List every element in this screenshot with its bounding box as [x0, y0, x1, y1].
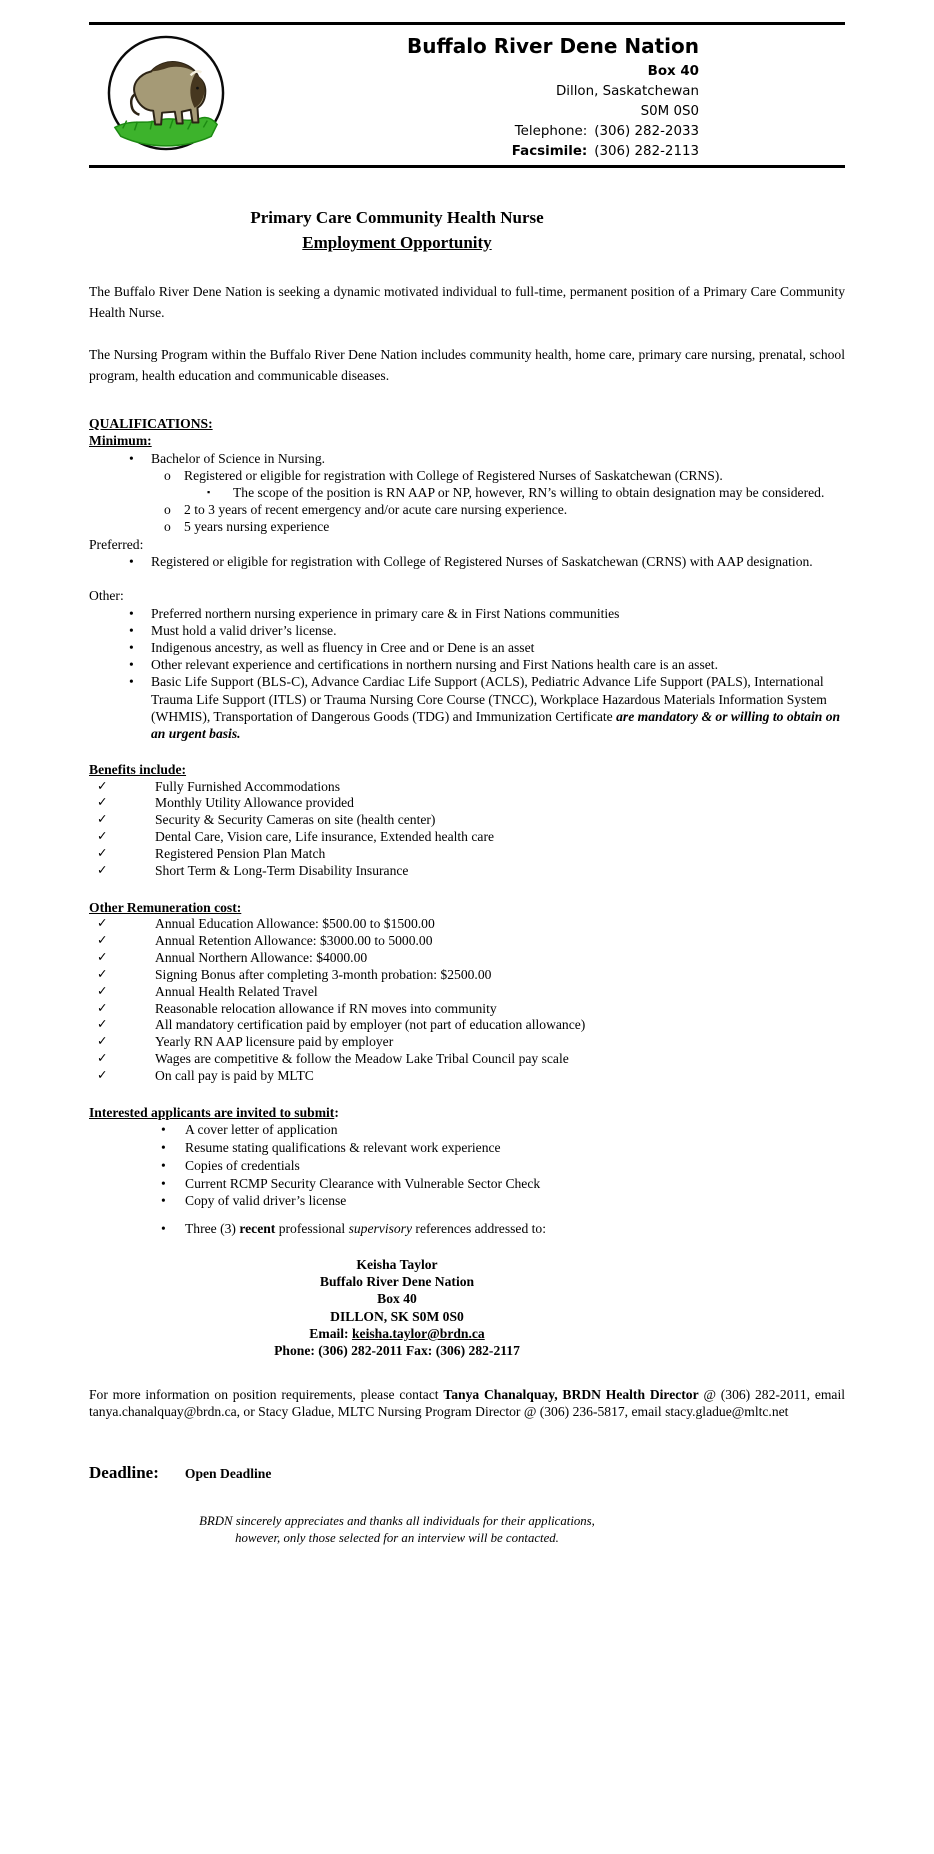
other-item-text	[151, 673, 845, 742]
remuneration-item-text: Annual Health Related Travel	[155, 983, 318, 999]
mailing-address-block	[89, 1256, 705, 1360]
title-position: Primary Care Community Health Nurse	[250, 208, 544, 227]
check-icon: ✓	[97, 1051, 108, 1066]
certifications-text: Basic Life Support (BLS-C), Advance Cardiac Life Support (ACLS), Pediatric Advance Life Support (PALS), International Trauma Life Support (ITLS) or Trauma Nursing Core Course (TNCC), Workplace Hazardous Materials Information System (WHMIS), Transportation of Dangerous Goods (TDG) and Immunization Certificate	[151, 674, 827, 724]
disc-bullet-icon: •	[129, 657, 134, 673]
submit-item-references	[89, 1220, 845, 1238]
disc-bullet-icon: •	[129, 623, 134, 639]
check-icon: ✓	[97, 778, 108, 793]
benefit-item	[89, 863, 845, 880]
remuneration-item-text: Reasonable relocation allowance if RN moves into community	[155, 1000, 497, 1016]
references-mid: professional	[275, 1220, 349, 1236]
header-divider	[89, 165, 845, 168]
more-info-paragraph	[89, 1386, 845, 1421]
references-supervisory: supervisory	[348, 1220, 413, 1236]
minimum-subitem	[89, 518, 845, 535]
address-city: DILLON, SK S0M 0S0	[330, 1308, 464, 1324]
check-icon: ✓	[97, 950, 108, 965]
benefit-item-text: Dental Care, Vision care, Life insurance, Extended health care	[155, 829, 495, 845]
preferred-item	[89, 553, 845, 570]
minimum-subitem	[89, 501, 845, 518]
check-icon: ✓	[97, 812, 108, 827]
benefit-item-text: Monthly Utility Allowance provided	[155, 795, 354, 811]
references-text	[185, 1220, 845, 1238]
minimum-subitem-text: 2 to 3 years of recent emergency and/or acute care nursing experience.	[184, 502, 568, 518]
footer-line-2: however, only those selected for an interview will be contacted.	[235, 1530, 559, 1545]
minimum-subsubitem-text: The scope of the position is RN AAP or NP, however, RN’s willing to obtain designation may be considered.	[233, 485, 825, 501]
benefit-item	[89, 846, 845, 863]
address-phone-fax: Phone: (306) 282-2011 Fax: (306) 282-2117	[274, 1343, 520, 1359]
deadline-value: Open Deadline	[184, 1465, 272, 1481]
deadline-label: Deadline:	[89, 1462, 159, 1482]
address-name: Keisha Taylor	[356, 1256, 438, 1272]
submit-item	[89, 1192, 845, 1210]
other-item-text: Must hold a valid driver’s license.	[151, 623, 337, 639]
disc-bullet-icon: •	[129, 554, 134, 570]
disc-bullet-icon: •	[161, 1140, 166, 1156]
benefit-item	[89, 829, 845, 846]
org-box: Box 40	[647, 64, 699, 79]
org-facsimile	[227, 142, 699, 162]
other-item-text: Preferred northern nursing experience in primary care & in First Nations communities	[151, 605, 620, 621]
address-box: Box 40	[377, 1291, 417, 1307]
benefit-item	[89, 812, 845, 829]
remuneration-item	[89, 1001, 845, 1018]
minimum-subitem-text: Registered or eligible for registration with College of Registered Nurses of Saskatchewan (CRNS).	[184, 468, 723, 483]
other-item	[89, 639, 845, 656]
disc-bullet-icon: •	[129, 605, 134, 621]
square-bullet-icon: ▪	[207, 487, 211, 498]
other-item	[89, 605, 845, 622]
benefit-item-text: Registered Pension Plan Match	[155, 846, 326, 862]
submit-item	[89, 1121, 845, 1139]
submit-item	[89, 1139, 845, 1157]
submit-item	[89, 1175, 845, 1193]
circle-bullet-icon: o	[164, 502, 171, 518]
submit-heading: Interested applicants are invited to submit:	[89, 1104, 339, 1120]
check-icon: ✓	[97, 795, 108, 810]
info-contact-name: Tanya Chanalquay, BRDN Health Director	[443, 1386, 699, 1402]
submit-item-text: A cover letter of application	[185, 1122, 338, 1138]
submit-item-text: Copy of valid driver’s license	[185, 1193, 347, 1209]
brdn-buffalo-logo	[105, 34, 227, 154]
submit-item-text: Copies of credentials	[185, 1157, 300, 1173]
minimum-item-text: Bachelor of Science in Nursing.	[151, 450, 326, 466]
preferred-heading: Preferred:	[89, 536, 144, 552]
disc-bullet-icon: •	[129, 450, 134, 466]
circle-bullet-icon: o	[164, 519, 171, 535]
remuneration-item-text: Annual Education Allowance: $500.00 to $1500.00	[155, 916, 435, 932]
remuneration-item	[89, 1051, 845, 1068]
email-link[interactable]: keisha.taylor@brdn.ca	[351, 1326, 485, 1342]
other-item-certifications	[89, 673, 845, 742]
submit-item-text: Current RCMP Security Clearance with Vulnerable Sector Check	[185, 1175, 541, 1191]
disc-bullet-icon: •	[161, 1175, 166, 1191]
remuneration-item	[89, 1034, 845, 1051]
telephone-number: (306) 282-2033	[594, 124, 699, 140]
other-item-text: Other relevant experience and certifications in northern nursing and First Nations health care is an asset.	[151, 657, 718, 673]
letterhead-contact-block	[227, 34, 845, 163]
org-postal-code: S0M 0S0	[640, 104, 699, 120]
benefit-item-text: Short Term & Long-Term Disability Insurance	[155, 862, 409, 878]
references-pre: Three (3)	[185, 1220, 240, 1236]
disc-bullet-icon: •	[161, 1193, 166, 1209]
minimum-subitem-text: 5 years nursing experience	[184, 519, 330, 535]
preferred-item-text: Registered or eligible for registration with College of Registered Nurses of Saskatchewan (CRNS) with AAP designation.	[151, 554, 813, 570]
remuneration-item-text: On call pay is paid by MLTC	[155, 1067, 314, 1083]
info-post: @ (306) 282-2011, email tanya.chanalquay@brdn.ca, or Stacy Gladue, MLTC Nursing Program Director @ (306) 236-5817, email stacy.gladue@mltc.net	[89, 1386, 846, 1420]
other-item	[89, 656, 845, 673]
remuneration-item	[89, 933, 845, 950]
remuneration-item	[89, 1068, 845, 1085]
certifications-emphasis: are mandatory & or willing to obtain on an urgent basis.	[151, 708, 841, 741]
remuneration-item	[89, 984, 845, 1001]
check-icon: ✓	[97, 1000, 108, 1015]
remuneration-item	[89, 1017, 845, 1034]
circle-bullet-icon: o	[164, 468, 171, 483]
submit-item	[89, 1157, 845, 1175]
remuneration-item-text: Signing Bonus after completing 3-month probation: $2500.00	[155, 966, 492, 982]
remuneration-item-text: Wages are competitive & follow the Meadow Lake Tribal Council pay scale	[155, 1051, 569, 1067]
check-icon: ✓	[97, 1017, 108, 1032]
remuneration-item-text: Annual Retention Allowance: $3000.00 to 5000.00	[155, 933, 433, 949]
remuneration-item-text: All mandatory certification paid by employer (not part of education allowance)	[155, 1017, 586, 1033]
buffalo-logo-graphic	[105, 34, 227, 154]
submit-heading-colon: :	[334, 1104, 339, 1120]
check-icon: ✓	[97, 916, 108, 931]
remuneration-item-text: Yearly RN AAP licensure paid by employer	[155, 1034, 394, 1050]
minimum-subsubitem	[89, 484, 845, 501]
check-icon: ✓	[97, 966, 108, 981]
other-item-text: Indigenous ancestry, as well as fluency in Cree and or Dene is an asset	[151, 640, 535, 656]
benefit-item	[89, 779, 845, 796]
info-pre: For more information on position requirements, please contact	[89, 1386, 444, 1402]
address-org: Buffalo River Dene Nation	[319, 1273, 475, 1289]
disc-bullet-icon: •	[161, 1122, 166, 1138]
benefit-item-text: Security & Security Cameras on site (health center)	[155, 812, 436, 828]
remuneration-item-text: Annual Northern Allowance: $4000.00	[155, 950, 368, 966]
qualifications-heading: QUALIFICATIONS:	[89, 415, 213, 431]
references-post: references addressed to:	[412, 1220, 546, 1236]
remuneration-heading: Other Remuneration cost:	[89, 899, 242, 915]
submit-item-text: Resume stating qualifications & relevant work experience	[185, 1140, 501, 1156]
references-recent: recent	[239, 1220, 276, 1236]
top-divider	[89, 22, 845, 25]
check-icon: ✓	[97, 846, 108, 861]
intro-paragraph-2: The Nursing Program within the Buffalo River Dene Nation includes community health, home care, primary care nursing, prenatal, school program, health education and communicable diseases.	[89, 347, 845, 384]
check-icon: ✓	[97, 862, 108, 877]
email-label: Email:	[309, 1326, 352, 1342]
disc-bullet-icon: •	[161, 1220, 166, 1236]
disc-bullet-icon: •	[161, 1157, 166, 1173]
org-city: Dillon, Saskatchewan	[555, 84, 699, 100]
benefit-item	[89, 795, 845, 812]
check-icon: ✓	[97, 1034, 108, 1049]
other-heading: Other:	[89, 588, 124, 604]
benefit-item-text: Fully Furnished Accommodations	[155, 778, 341, 794]
minimum-item	[89, 450, 845, 467]
footer-note	[89, 1513, 705, 1548]
facsimile-number: (306) 282-2113	[594, 144, 699, 160]
org-name: Buffalo River Dene Nation	[407, 34, 699, 58]
document-title	[89, 206, 705, 255]
minimum-subitem	[89, 467, 845, 484]
check-icon: ✓	[97, 933, 108, 948]
check-icon: ✓	[97, 829, 108, 844]
facsimile-label: Facsimile:	[511, 144, 588, 160]
check-icon: ✓	[97, 1067, 108, 1082]
deadline-row	[89, 1463, 845, 1483]
benefits-heading: Benefits include:	[89, 761, 187, 777]
disc-bullet-icon: •	[129, 674, 134, 690]
address-email-line	[89, 1325, 705, 1342]
intro-paragraph-1: The Buffalo River Dene Nation is seeking a dynamic motivated individual to full-time, permanent position of a Primary Care Community Health Nurse.	[89, 284, 845, 321]
letterhead	[89, 34, 845, 160]
disc-bullet-icon: •	[129, 640, 134, 656]
other-item	[89, 622, 845, 639]
check-icon: ✓	[97, 983, 108, 998]
org-telephone	[227, 122, 699, 142]
remuneration-item	[89, 950, 845, 967]
footer-line-1: BRDN sincerely appreciates and thanks all individuals for their applications,	[199, 1513, 595, 1528]
title-employment-opportunity: Employment Opportunity	[302, 232, 492, 252]
remuneration-item	[89, 916, 845, 933]
minimum-heading: Minimum:	[89, 433, 152, 449]
telephone-label: Telephone:	[514, 124, 588, 140]
remuneration-item	[89, 967, 845, 984]
